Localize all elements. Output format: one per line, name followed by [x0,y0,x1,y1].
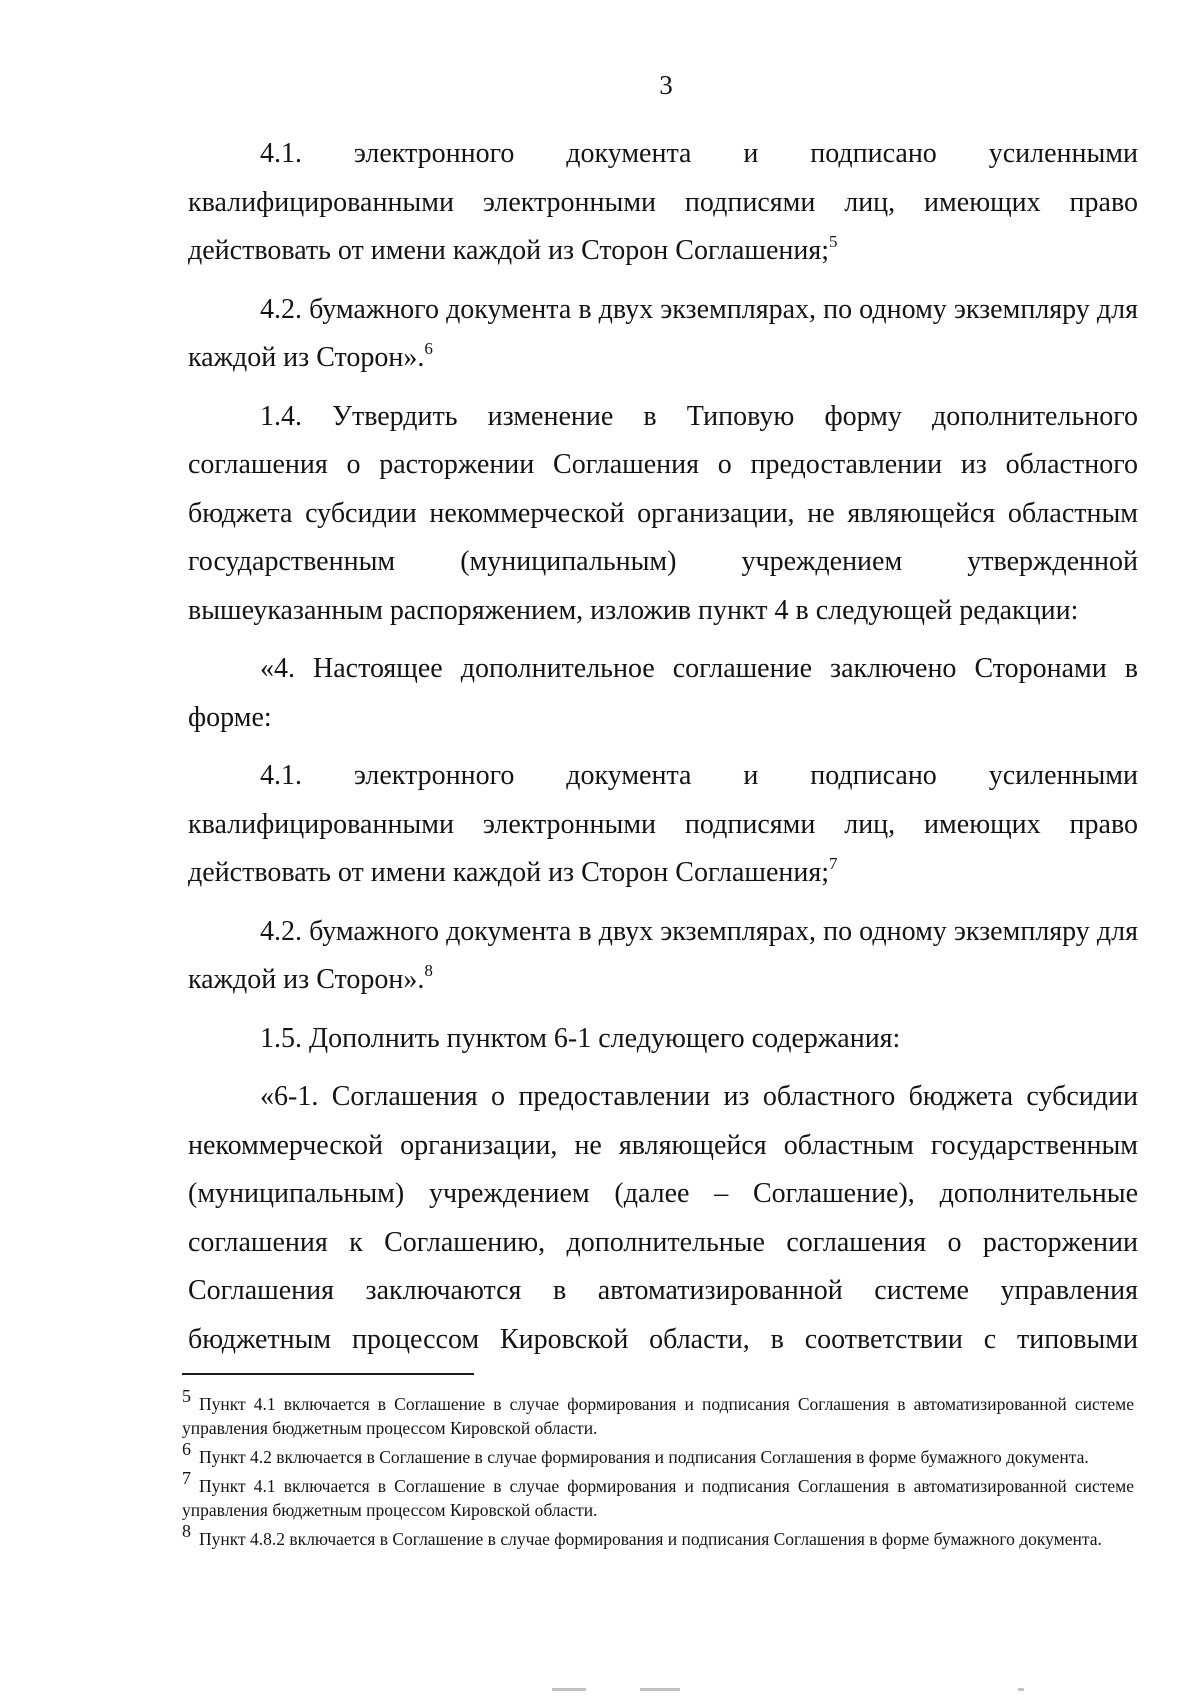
paragraph-6-1 [188,1073,1138,1364]
footnote-number: 6 [182,1439,191,1459]
footnote-text: Пункт 4.8.2 включается в Соглашение в случае формирования и подписания Соглашения в форме бумажного документа. [199,1529,1102,1549]
footnote-number: 7 [182,1468,191,1488]
paragraph-1-4 [188,393,1138,636]
paragraph-4-2-paper-second [188,908,1138,1005]
footnote-ref: 8 [424,961,433,980]
paragraph-4-1-electronic-second [188,752,1138,898]
paragraph-text: 4.2. бумажного документа в двух экземплярах, по одному экземпляру для каждой из Сторон». [188,293,1138,373]
paragraph-text: 1.5. Дополнить пунктом 6-1 следующего содержания: [260,1022,901,1054]
footnote-number: 8 [182,1521,191,1541]
paragraph-1-5 [188,1015,1138,1064]
footnote-separator [182,1373,474,1375]
footnote-ref: 5 [829,232,838,251]
footnote-number: 5 [182,1386,191,1406]
footnote-text: Пункт 4.2 включается в Соглашение в случае формирования и подписания Соглашения в форме бумажного документа. [199,1447,1089,1467]
paragraph-text: 4.1. электронного документа и подписано усиленными квалифицированными электронными подписями лиц, имеющих право действовать от имени каждой из Сторон Соглашения; [188,760,1138,888]
paragraph-text: 4.1. электронного документа и подписано усиленными квалифицированными электронными подписями лиц, имеющих право действовать от имени каждой из Сторон Соглашения; [188,138,1138,266]
paragraph-4-quote [188,645,1138,742]
scan-artifact [640,1688,680,1691]
page-number: 3 [659,70,673,100]
footnote-ref: 7 [829,854,838,873]
paragraph-text: 1.4. Утвердить изменение в Типовую форму дополнительного соглашения о расторжении Соглашения о предоставлении из областного бюджета субсидии некоммерческой организации, не являющейся областным государственным (муниципальным) учреждением утвержденной вышеуказанным распоряжением, изложив пункт 4 в следующей редакции: [188,400,1138,626]
paragraph-4-1-electronic [188,130,1138,276]
footnote-text: Пункт 4.1 включается в Соглашение в случае формирования и подписания Соглашения в автоматизированной системе управления бюджетным процессом Кировской области. [182,1476,1134,1520]
footnote-8 [182,1521,1134,1551]
paragraph-text: 4.2. бумажного документа в двух экземплярах, по одному экземпляру для каждой из Сторон». [188,915,1138,995]
footnote-7 [182,1468,1134,1522]
footnote-6 [182,1439,1134,1469]
scan-artifact [1018,1688,1024,1691]
footnotes-section [182,1386,1134,1556]
paragraph-text: «4. Настоящее дополнительное соглашение заключено Сторонами в форме: [188,653,1138,733]
paragraph-4-2-paper [188,286,1138,383]
footnote-text: Пункт 4.1 включается в Соглашение в случае формирования и подписания Соглашения в автоматизированной системе управления бюджетным процессом Кировской области. [182,1394,1134,1438]
footnote-ref: 6 [424,339,433,358]
scan-artifact [552,1688,586,1691]
footnote-5 [182,1386,1134,1440]
paragraph-text: «6-1. Соглашения о предоставлении из областного бюджета субсидии некоммерческой организации, не являющейся областным государственным (муниципальным) учреждением (далее – Соглашение), дополнительные соглашения к Соглашению, дополнительные соглашения о расторжении Соглашения заключаются в автоматизированной системе управления бюджетным процессом Кировской области, в соответствии с типовыми [188,1081,1138,1355]
document-body [188,130,1138,1364]
